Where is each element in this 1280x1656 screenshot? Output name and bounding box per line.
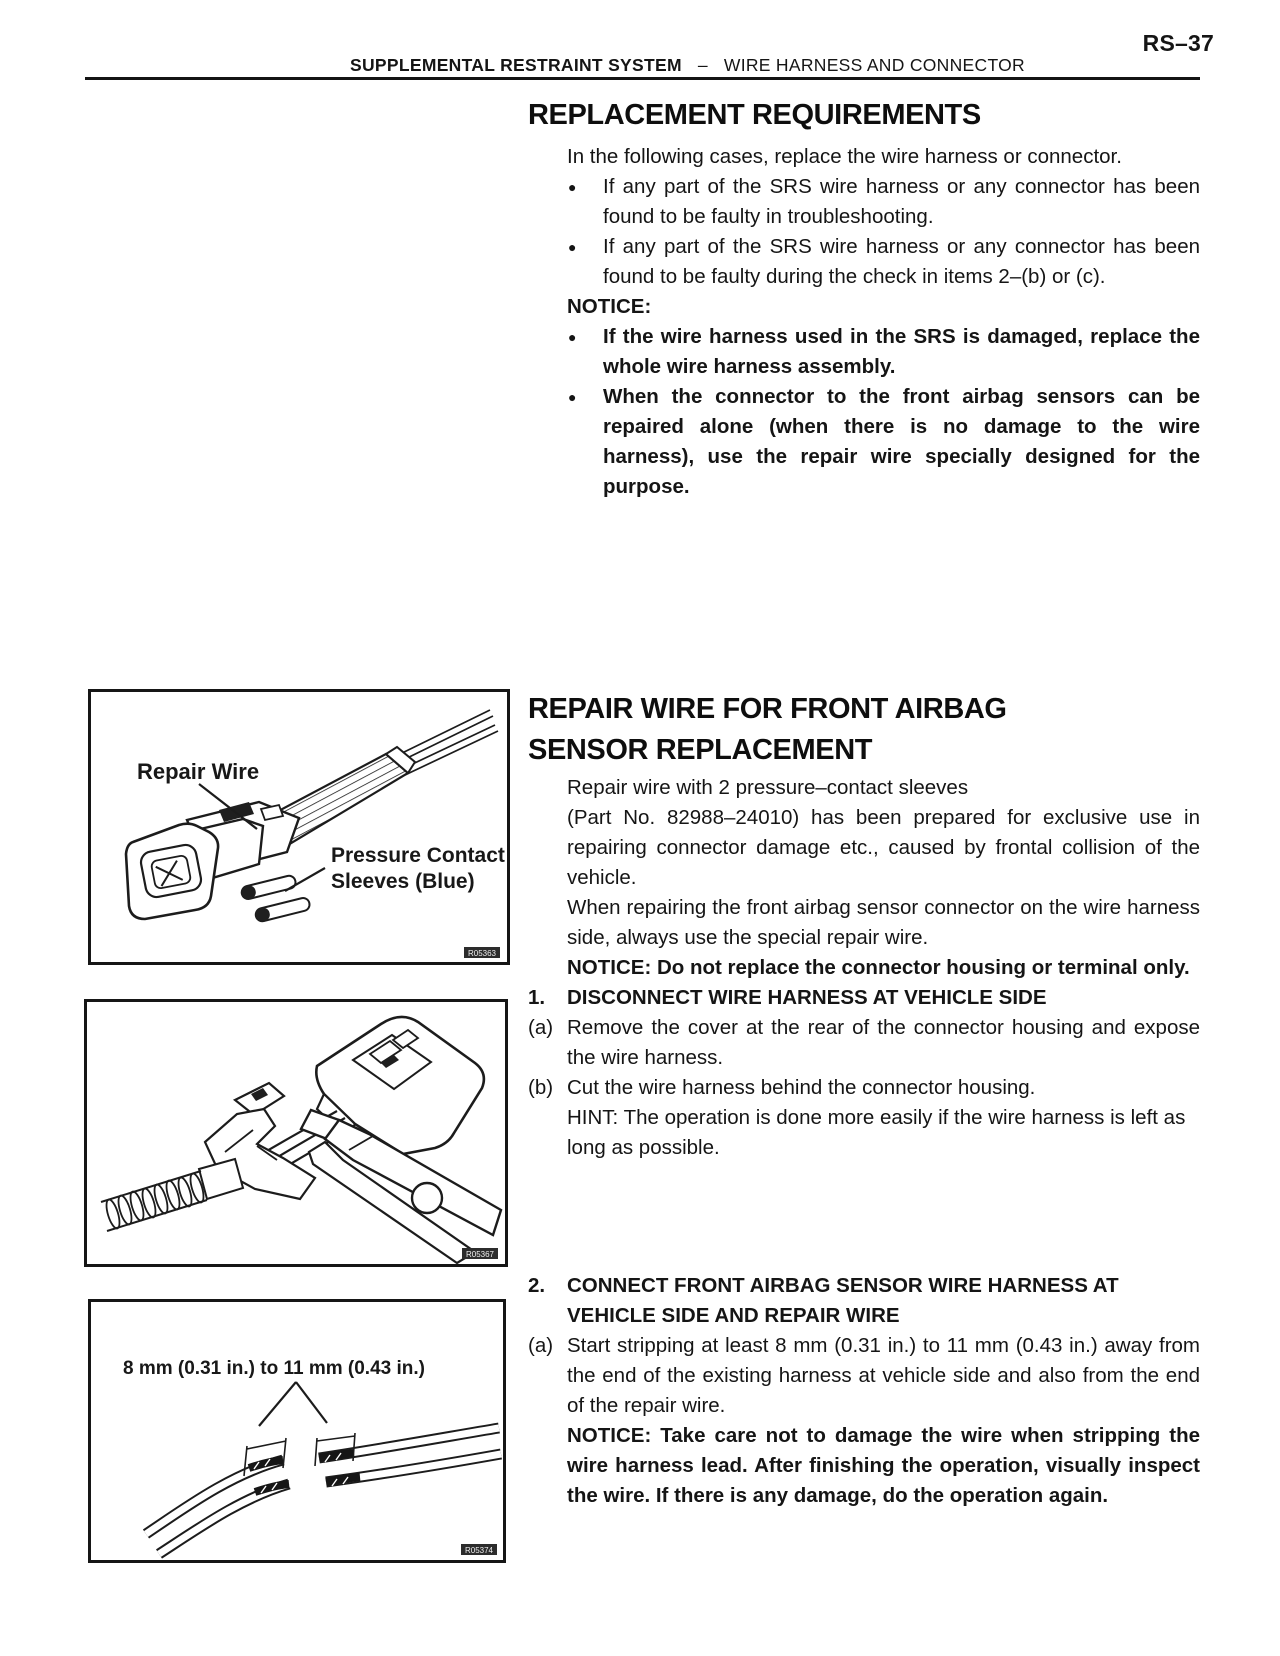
step-number: 2. bbox=[528, 1274, 546, 1297]
substep-body bbox=[567, 1073, 1200, 1163]
section-replacement-requirements bbox=[528, 95, 1200, 502]
notice-bullet-item bbox=[528, 382, 1200, 502]
notice-bullet-text: When the connector to the front airbag sensors can be repaired alone (when there is no damage to the wire harness), use the repair wire specially designed for the purpose. bbox=[603, 385, 1200, 498]
notice-label: NOTICE: bbox=[567, 295, 652, 318]
substep-text: Start stripping at least 8 mm (0.31 in.) to 11 mm (0.43 in.) away from the end of the existing harness at vehicle side and also from the end of the repair wire. bbox=[567, 1334, 1200, 1417]
step-title: DISCONNECT WIRE HARNESS AT VEHICLE SIDE bbox=[567, 986, 1047, 1009]
substep-text: Remove the cover at the rear of the connector housing and expose the wire harness. bbox=[567, 1016, 1200, 1069]
step-number: 1. bbox=[528, 986, 546, 1009]
substep-letter: (a) bbox=[528, 1016, 554, 1039]
notice-bullet-item bbox=[528, 322, 1200, 382]
paragraph: Repair wire with 2 pressure–contact sleeves bbox=[567, 776, 969, 799]
substep-text: Cut the wire harness behind the connector housing. bbox=[567, 1076, 1036, 1099]
figure-code: R05363 bbox=[467, 949, 497, 958]
bullet-item bbox=[528, 232, 1200, 292]
bullet-text: If any part of the SRS wire harness or any connector has been found to be faulty in troubleshooting. bbox=[603, 175, 1200, 228]
strip-length-drawing bbox=[91, 1302, 503, 1560]
bullet-icon: ● bbox=[568, 329, 577, 345]
step-2a bbox=[528, 1331, 1200, 1421]
corrugated-tube bbox=[101, 1171, 207, 1231]
step-1 bbox=[528, 983, 1200, 1013]
substep-letter: (b) bbox=[528, 1076, 554, 1099]
step-title: CONNECT FRONT AIRBAG SENSOR WIRE HARNESS AT VEHICLE SIDE AND REPAIR WIRE bbox=[567, 1274, 1119, 1327]
running-head-system: SUPPLEMENTAL RESTRAINT SYSTEM bbox=[350, 55, 682, 75]
figure-code: R05374 bbox=[464, 1546, 494, 1555]
cut-harness-drawing bbox=[87, 1002, 505, 1264]
section1-title: REPLACEMENT REQUIREMENTS bbox=[528, 99, 981, 131]
figure-code-badge bbox=[462, 1248, 498, 1259]
section1-intro: In the following cases, replace the wire harness or connector. bbox=[567, 145, 1122, 168]
bullet-icon: ● bbox=[568, 389, 577, 405]
bullet-item bbox=[528, 172, 1200, 232]
bullet-icon: ● bbox=[568, 239, 577, 255]
section-repair-wire bbox=[528, 689, 1200, 1511]
paragraph: (Part No. 82988–24010) has been prepared for exclusive use in repairing connector damage etc., caused by frontal collision of the vehicle. bbox=[567, 806, 1200, 889]
paragraph: When repairing the front airbag sensor connector on the wire harness side, always use the special repair wire. bbox=[567, 896, 1200, 949]
mounting-bracket bbox=[199, 1083, 315, 1199]
hint-text: HINT: The operation is done more easily if the wire harness is left as long as possible. bbox=[567, 1106, 1186, 1159]
section2-title-line1: REPAIR WIRE FOR FRONT AIRBAG bbox=[528, 693, 1007, 725]
sleeves-label-line2: Sleeves (Blue) bbox=[331, 870, 475, 893]
figure-code-badge bbox=[464, 947, 500, 958]
step-2 bbox=[528, 1271, 1200, 1331]
figure-cut-harness bbox=[84, 999, 508, 1267]
page-number: RS–37 bbox=[1142, 30, 1214, 56]
notice-paragraph: NOTICE: Do not replace the connector housing or terminal only. bbox=[567, 956, 1190, 979]
dimension-leader-lines bbox=[259, 1382, 327, 1426]
bullet-icon: ● bbox=[568, 179, 577, 195]
notice-bullet-text: If the wire harness used in the SRS is damaged, replace the whole wire harness assembly. bbox=[603, 325, 1200, 378]
running-head bbox=[350, 55, 1025, 76]
section2-title-line2: SENSOR REPLACEMENT bbox=[528, 734, 873, 766]
figure-strip-length bbox=[88, 1299, 506, 1563]
figure-code: R05367 bbox=[465, 1250, 495, 1259]
left-wire-pair bbox=[146, 1459, 289, 1554]
bullet-text: If any part of the SRS wire harness or any connector has been found to be faulty during the check in items 2–(b) or (c). bbox=[603, 235, 1200, 288]
repair-wire-label: Repair Wire bbox=[137, 759, 260, 784]
strip-dimension-label: 8 mm (0.31 in.) to 11 mm (0.43 in.) bbox=[123, 1358, 425, 1379]
running-head-separator: – bbox=[697, 55, 708, 75]
section2-title bbox=[528, 689, 1200, 771]
substep-letter: (a) bbox=[528, 1334, 554, 1357]
header-rule bbox=[85, 77, 1200, 80]
step-1a bbox=[528, 1013, 1200, 1073]
notice-paragraph: NOTICE: Take care not to damage the wire when stripping the wire harness lead. After finishing the operation, visually inspect the wire. If there is any damage, do the operation again. bbox=[567, 1424, 1200, 1507]
step-1b bbox=[528, 1073, 1200, 1163]
running-head-chapter: WIRE HARNESS AND CONNECTOR bbox=[723, 55, 1025, 75]
connector-body bbox=[126, 802, 299, 919]
figure-code-badge bbox=[461, 1544, 497, 1555]
repair-wire-drawing bbox=[91, 692, 507, 962]
figure-repair-wire bbox=[88, 689, 510, 965]
sleeves-label-line1: Pressure Contact bbox=[331, 844, 505, 867]
